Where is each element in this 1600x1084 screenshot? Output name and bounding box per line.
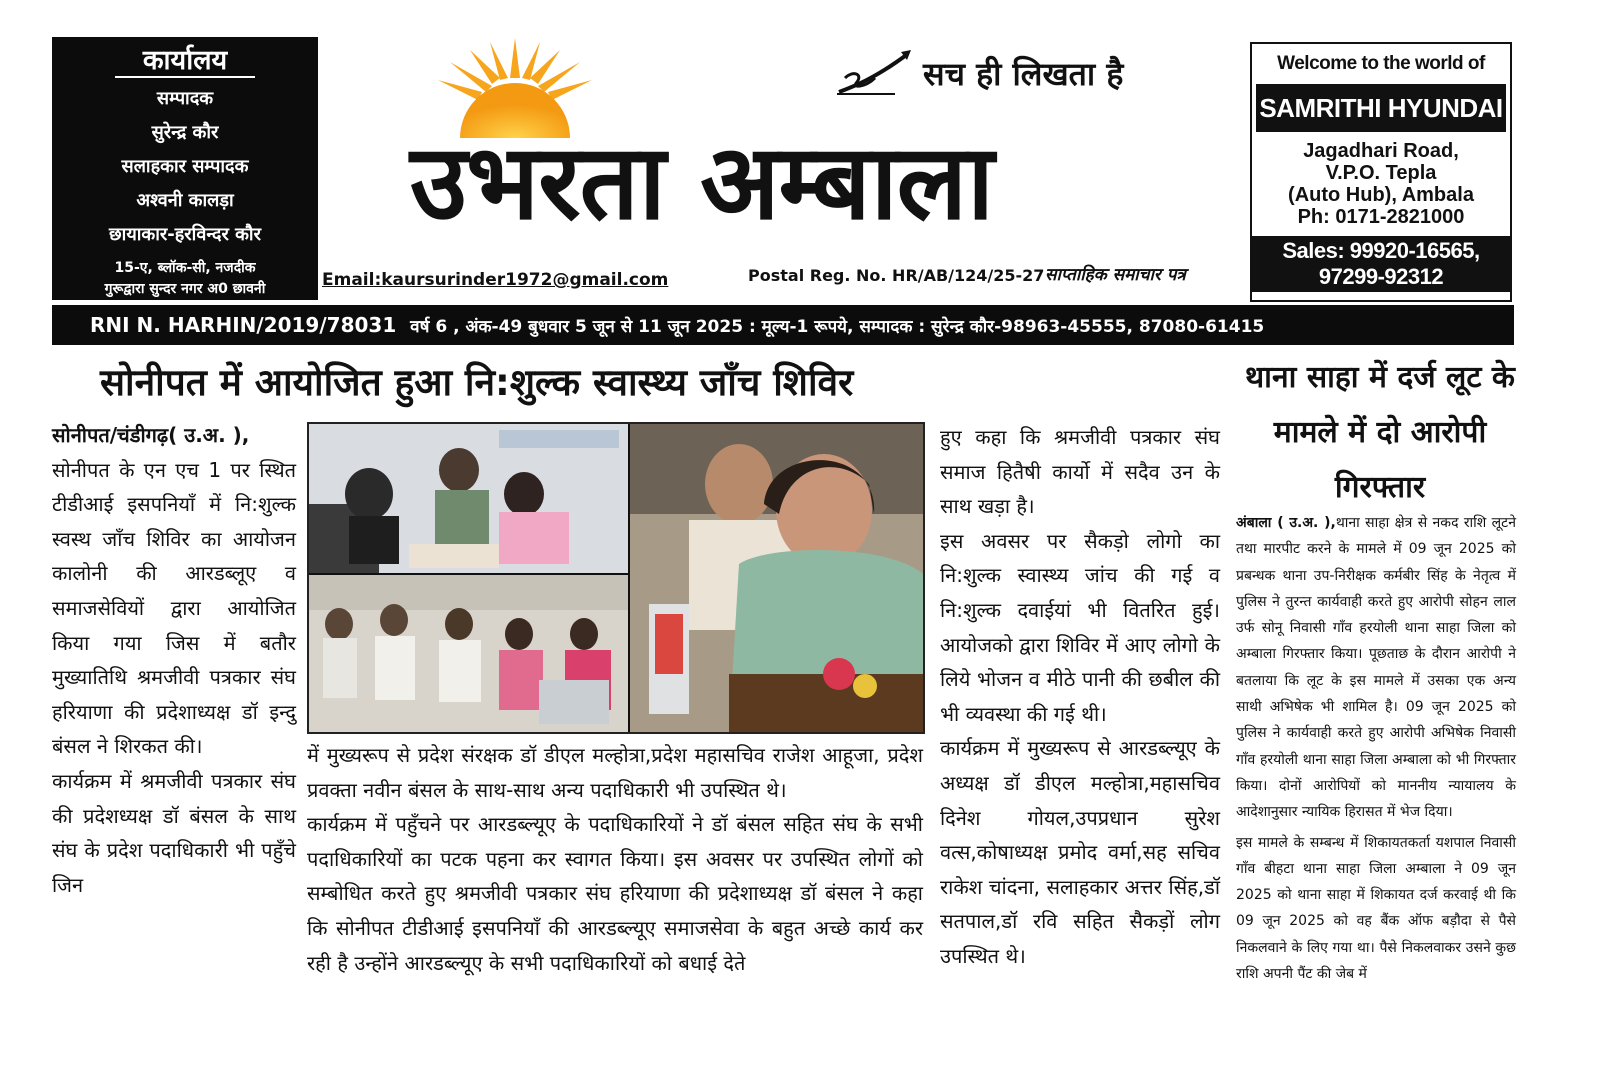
- newspaper-masthead: उभरता अम्बाला: [410, 121, 994, 243]
- article-dateline: सोनीपत/चंडीगढ़( उ.अ. ),: [52, 423, 250, 447]
- office-title-underline: [115, 76, 255, 78]
- ad-sales-line1: Sales: 99920-16565,: [1282, 238, 1480, 263]
- pen-icon: [835, 48, 915, 98]
- article-paragraph: कार्यक्रम में पहुँचने पर आरडब्ल्यूए के पदाधिकारियों ने डॉ बंसल सहित संघ के सभी पदाधिकारियों का पटक पहना कर स्वागत किया। इस अवसर पर उपस्थित लोगों को सम्बोधित करते हुए श्रमजीवी पत्रकार संघ हरियाणा की प्रदेशाध्यक्ष डॉ बंसल ने कहा कि सोनीपत टीडीआई इसपनियाँ की आरडब्ल्यूए समाजसेवा के बहुत अच्छे कार्य कर रही है उन्होंने आरडब्ल्यूए के सभी पदाधिकारियों को बधाई देते: [307, 812, 923, 975]
- issue-info-bar: [52, 305, 1514, 345]
- office-line-advisor-name: अश्वनी कालड़ा: [136, 190, 234, 211]
- article-paragraph: में मुख्यरूप से प्रदेश संरक्षक डॉ डीएल मल्होत्रा,प्रदेश महासचिव राजेश आहूजा, प्रदेश प्रवक्ता नवीन बंसल के साथ-साथ अन्य पदाधिकारी भी उपस्थित थे।: [307, 743, 923, 802]
- article-column-2: [307, 738, 923, 980]
- office-line-editor-label: सम्पादक: [156, 88, 214, 109]
- article-paragraph: सोनीपत के एन एच 1 पर स्थित टीडीआई इसपनियाँ में नि:शुल्क स्वस्थ जाँच शिविर का आयोजन कालोनी की आरडब्लूए व समाजसेवियों द्वारा आयोजित किया गया जिस में बतौर मुख्यातिथि श्रमजीवी पत्रकार संघ हरियाणा की प्रदेशाध्यक्ष डॉ इन्दु बंसल ने शिरकत की।: [52, 457, 296, 759]
- ad-address-line: (Auto Hub), Ambala: [1288, 184, 1474, 206]
- rni-number: RNI N. HARHIN/2019/78031: [90, 313, 397, 337]
- ad-sales-line2: 97299-92312: [1318, 264, 1444, 289]
- office-line-editor-name: सुरेन्द्र कौर: [151, 122, 219, 143]
- article-column-3: [940, 420, 1220, 974]
- weekly-newspaper-label: साप्ताहिक समाचार पत्र: [1045, 265, 1186, 285]
- ad-address: [1252, 140, 1510, 228]
- office-address-line1: 15-ए, ब्लॉक-सी, नजदीक: [114, 260, 256, 276]
- article-paragraph: कार्यक्रम में श्रमजीवी पत्रकार संघ की प्रदेशध्यक्ष डॉ बंसल के साथ संघ के प्रदेश पदाधिकारी भी पहुँचे जिन: [52, 768, 296, 897]
- side-article-text: थाना साहा क्षेत्र से नकद राशि लूटने तथा मारपीट करने के मामले में 09 जून 2025 को प्रबन्धक थाना उप-निरीक्षक कर्मबीर सिंह के नेतृत्व में पुलिस ने तुरन्त कार्यवाही करते हुए आरोपी सोहन लाल उर्फ सोनू निवासी गाँव हरयोली थाना साहा जिला को अम्बाला गिरफ्तार किया। पूछताछ के दौरान आरोपी ने बतलाया कि लूट के इस मामले में उसका एक अन्य साथी अभिषेक भी शामिल है। 09 जून 2025 को पुलिस ने कार्यवाही करते हुए आरोपी अभिषेक निवासी गाँव हरयोली थाना साहा जिला अम्बाला को भी गिरफ्तार किया। दोनों आरोपियों को माननीय न्यायालय के आदेशानुसार न्यायिक हिरासत में भेज दिया।: [1236, 515, 1516, 821]
- ad-address-line: V.P.O. Tepla: [1325, 162, 1437, 184]
- main-headline: सोनीपत में आयोजित हुआ नि:शुल्क स्वास्थ्य जाँच शिविर: [100, 361, 854, 404]
- article-paragraph: कार्यक्रम में मुख्यरूप से आरडब्ल्यूए के अध्यक्ष डॉ डीएल मल्होत्रा,महासचिव दिनेश गोयल,उपप्रधान सुरेश वत्स,कोषाध्यक्ष प्रमोद वर्मा,सह सचिव राकेश चांदना, सलाहकार अत्तर सिंह,डॉ सतपाल,डॉ रवि सहित सैकड़ों लोग उपस्थित थे।: [940, 736, 1220, 968]
- side-headline: थाना साहा में दर्ज लूट के मामले में दो आरोपी गिरफ्तार: [1245, 360, 1515, 505]
- side-article-paragraph: [1236, 510, 1516, 826]
- ad-address-line: Jagadhari Road,: [1303, 140, 1459, 162]
- ad-sales-numbers: [1252, 236, 1510, 292]
- email-link[interactable]: Email:kaursurinder1972@gmail.com: [322, 270, 669, 290]
- side-article-column: [1236, 510, 1516, 991]
- side-article-paragraph: इस मामले के सम्बन्ध में शिकायतकर्ता यशपाल निवासी गाँव बीहटा थाना साहा जिला अम्बाला ने 09 जून 2025 को थाना साहा में शिकायत दर्ज करवाई थी कि 09 जून 2025 को वह बैंक ऑफ बड़ौदा से पैसे निकलवाने के लिए गया था। पैसे निकलवाकर उसने कुछ राशि अपनी पैंट की जेब में: [1236, 834, 1516, 983]
- office-box: [52, 37, 318, 300]
- tagline: [835, 48, 1195, 98]
- advertisement-box: [1250, 42, 1512, 302]
- postal-reg-number: Postal Reg. No. HR/AB/124/25-27: [748, 266, 1045, 285]
- article-column-1: [52, 418, 296, 902]
- ad-welcome-text: Welcome to the world of: [1277, 53, 1485, 74]
- issue-details: वर्ष 6 , अंक-49 बुधवार 5 जून से 11 जून 2025 : मूल्य-1 रूपये, सम्पादक : सुरेन्द्र कौर-98963-45555, 87080-61415: [410, 317, 1265, 337]
- tagline-text: सच ही लिखता है: [923, 55, 1124, 93]
- ad-dealer-name: SAMRITHI HYUNDAI: [1256, 84, 1506, 132]
- office-line-photographer: छायाकार-हरविन्दर कौर: [109, 224, 261, 245]
- article-paragraph: हुए कहा कि श्रमजीवी पत्रकार संघ समाज हितैषी कार्यो में सदैव उन के साथ खड़ा है।: [940, 425, 1220, 519]
- article-paragraph: इस अवसर पर सैकड़ो लोगो का नि:शुल्क स्वास्थ्य जांच की गई व नि:शुल्क दवाईयां भी वितरित हुई। आयोजको द्वारा शिविर में आए लोगो के लिये भोजन व मीठे पानी की छबील की भी व्यवस्था की गई थी।: [940, 528, 1220, 726]
- ad-phone: Ph: 0171-2821000: [1297, 206, 1465, 228]
- office-line-advisor-label: सलाहकार सम्पादक: [121, 156, 249, 177]
- side-article-dateline: अंबाला ( उ.अ. ),: [1236, 515, 1336, 531]
- office-address-line2: गुरूद्वारा सुन्दर नगर अ0 छावनी: [104, 281, 266, 297]
- event-photo: [307, 422, 925, 734]
- office-title: कार्यालय: [142, 45, 228, 76]
